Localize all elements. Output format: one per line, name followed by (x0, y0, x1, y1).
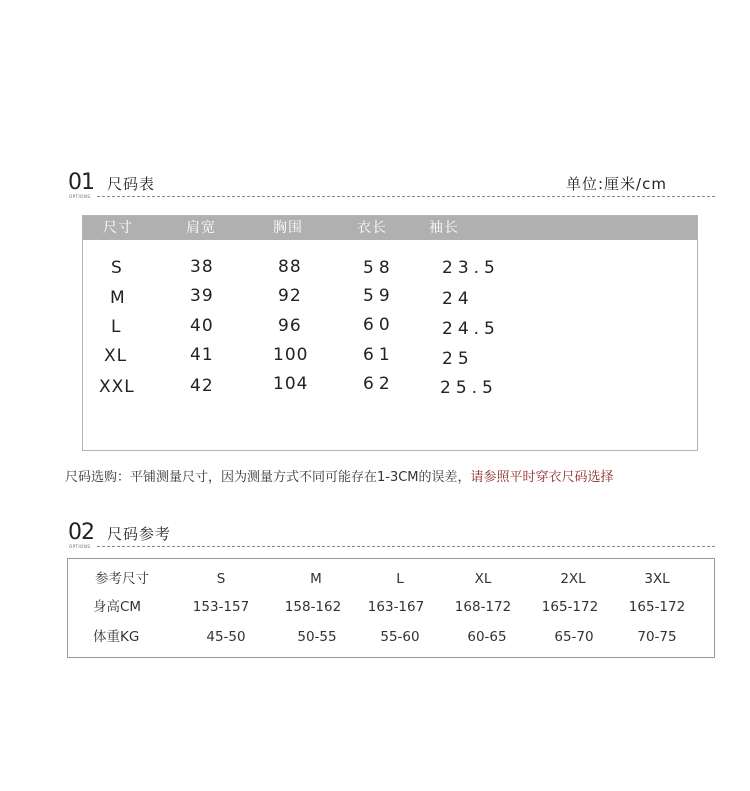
length-cell: 58 (363, 258, 395, 278)
section-2-title: 尺码参考 (107, 525, 172, 543)
sleeve-cell: 25 (442, 349, 474, 369)
shoulder-cell: 42 (190, 376, 214, 396)
reference-cell: 168-172 (454, 599, 512, 615)
reference-cell: 45-50 (206, 629, 246, 645)
size-note-highlight: 请参照平时穿衣尺码选择 (470, 470, 614, 485)
section-1-subtitle: OPTIONS (69, 194, 91, 199)
reference-cell: 55-60 (380, 629, 420, 645)
shoulder-cell: 39 (190, 286, 214, 306)
section-1-number: 01 (68, 170, 94, 195)
length-cell: 59 (363, 286, 395, 306)
section-1-divider (97, 196, 715, 197)
size-note (65, 470, 614, 486)
header-size: 尺寸 (103, 220, 133, 236)
length-cell: 62 (363, 374, 395, 394)
size-cell: L (111, 317, 122, 337)
chest-cell: 104 (273, 374, 309, 394)
sleeve-cell: 24 (442, 289, 474, 309)
shoulder-cell: 41 (190, 345, 214, 365)
header-shoulder: 肩宽 (186, 220, 216, 236)
length-cell: 61 (363, 345, 395, 365)
reference-row-label: 体重KG (93, 629, 140, 645)
header-sleeve: 袖长 (429, 220, 459, 236)
size-note-text: 尺码选购：平铺测量尺寸，因为测量方式不同可能存在1-3CM的误差， (65, 470, 471, 485)
reference-cell: 65-70 (554, 629, 594, 645)
reference-cell: 60-65 (467, 629, 507, 645)
sleeve-cell: 25.5 (440, 378, 498, 398)
unit-label: 单位:厘米/cm (566, 175, 667, 193)
size-cell: M (110, 288, 126, 308)
reference-cell: L (396, 571, 404, 587)
section-2-number: 02 (68, 520, 94, 545)
reference-cell: 50-55 (297, 629, 337, 645)
sleeve-cell: 24.5 (442, 319, 500, 339)
size-cell: S (111, 258, 123, 278)
chest-cell: 92 (278, 286, 302, 306)
reference-cell: S (216, 571, 226, 587)
reference-cell: 165-172 (541, 599, 599, 615)
chest-cell: 96 (278, 316, 302, 336)
shoulder-cell: 40 (190, 316, 214, 336)
header-length: 衣长 (357, 220, 387, 236)
reference-cell: 70-75 (637, 629, 677, 645)
sleeve-cell: 23.5 (442, 258, 500, 278)
reference-row-label: 身高CM (93, 599, 142, 615)
reference-cell: 153-157 (192, 599, 250, 615)
reference-cell: 163-167 (367, 599, 425, 615)
size-table-header (83, 216, 697, 240)
section-2-subtitle: OPTIONS (69, 544, 91, 549)
reference-cell: 3XL (644, 571, 670, 587)
size-cell: XL (104, 346, 128, 366)
chest-cell: 100 (273, 345, 309, 365)
shoulder-cell: 38 (190, 257, 214, 277)
reference-cell: 158-162 (284, 599, 342, 615)
section-2-divider (97, 546, 715, 547)
reference-cell: 165-172 (628, 599, 686, 615)
reference-cell: M (310, 571, 322, 587)
header-chest: 胸围 (273, 220, 303, 236)
chest-cell: 88 (278, 257, 302, 277)
reference-cell: 2XL (560, 571, 586, 587)
reference-row-label: 参考尺寸 (95, 571, 149, 587)
section-1-title: 尺码表 (107, 175, 156, 193)
size-cell: XXL (99, 377, 135, 397)
reference-cell: XL (474, 571, 492, 587)
length-cell: 60 (363, 315, 395, 335)
